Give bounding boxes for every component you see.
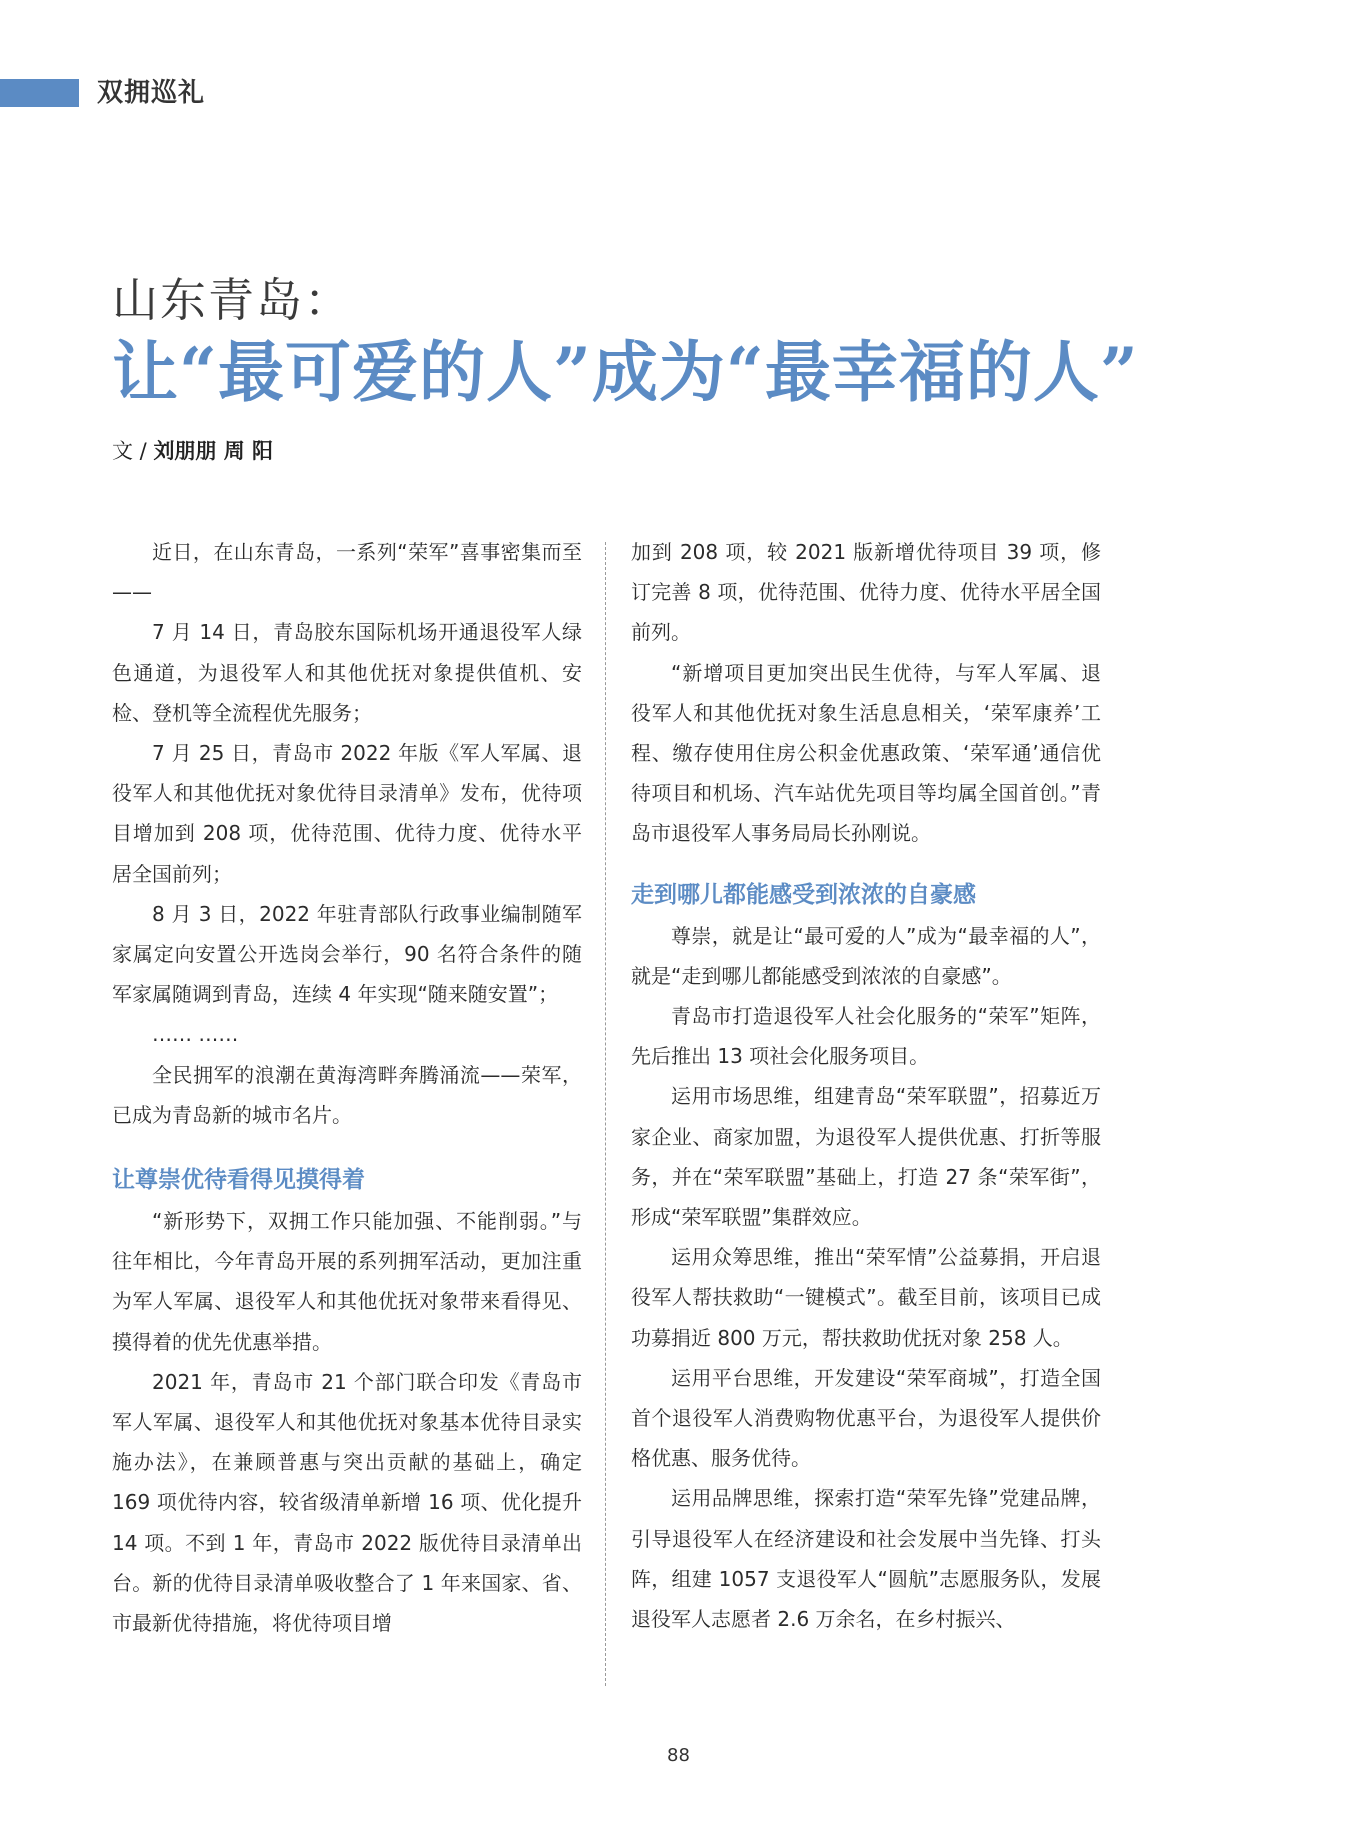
section-heading: 让尊崇优待看得见摸得着 — [112, 1167, 365, 1194]
body-paragraph: 尊崇，就是让“最可爱的人”成为“最幸福的人”，就是“走到哪儿都能感受到浓浓的自豪感”。 — [631, 923, 1101, 988]
body-paragraph: 7 月 25 日，青岛市 2022 年版《军人军属、退役军人和其他优抚对象优待目录清单》发布，优待项目增加到 208 项，优待范围、优待力度、优待水平居全国前列； — [112, 741, 582, 886]
section-color-bar — [0, 79, 79, 107]
body-paragraph: “新增项目更加突出民生优待，与军人军属、退役军人和其他优抚对象生活息息相关，‘荣军康养’工程、缴存使用住房公积金优惠政策、‘荣军通’通信优待项目和机场、汽车站优先项目等均属全国首创。”青岛市退役军人事务局局长孙刚说。 — [631, 660, 1101, 846]
page-number: 88 — [667, 1745, 690, 1766]
body-paragraph: 运用平台思维，开发建设“荣军商城”，打造全国首个退役军人消费购物优惠平台，为退役军人提供价格优惠、服务优待。 — [631, 1365, 1101, 1471]
body-paragraph: 加到 208 项，较 2021 版新增优待项目 39 项，修订完善 8 项，优待范围、优待力度、优待水平居全国前列。 — [631, 540, 1101, 645]
body-paragraph: “新形势下，双拥工作只能加强、不能削弱。”与往年相比，今年青岛开展的系列拥军活动，更加注重为军人军属、退役军人和其他优抚对象带来看得见、摸得着的优先优惠举措。 — [112, 1209, 582, 1354]
byline-prefix: 文 / — [112, 439, 154, 463]
article-title-main: 让“最可爱的人”成为“最幸福的人” — [112, 333, 1139, 411]
body-paragraph: 运用众筹思维，推出“荣军情”公益募捐，开启退役军人帮扶救助“一键模式”。截至目前，该项目已成功募捐近 800 万元，帮扶救助优抚对象 258 人。 — [631, 1245, 1101, 1350]
body-paragraph: 2021 年，青岛市 21 个部门联合印发《青岛市军人军属、退役军人和其他优抚对象基本优待目录实施办法》，在兼顾普惠与突出贡献的基础上，确定 169 项优待内容，较省级清单新增 16 项、优化提升 14 项。不到 1 年，青岛市 2022 版优待目录清单出台。新的优待目录清单吸收整合了 1 年来国家、省、市最新优待措施，将优待项目增 — [112, 1369, 582, 1636]
body-paragraph: 7 月 14 日，青岛胶东国际机场开通退役军人绿色通道，为退役军人和其他优抚对象提供值机、安检、登机等全流程优先服务； — [112, 620, 582, 725]
byline — [112, 436, 273, 466]
right-column — [631, 532, 1101, 1639]
body-paragraph: 近日，在山东青岛，一系列“荣军”喜事密集而至—— — [112, 540, 582, 605]
section-label: 双拥巡礼 — [97, 78, 206, 108]
body-paragraph: 运用品牌思维，探索打造“荣军先锋”党建品牌，引导退役军人在经济建设和社会发展中当先锋、打头阵，组建 1057 支退役军人“圆航”志愿服务队，发展退役军人志愿者 2.6 万余名，在乡村振兴、 — [631, 1486, 1101, 1632]
column-divider — [605, 542, 606, 1686]
section-heading: 走到哪儿都能感受到浓浓的自豪感 — [631, 881, 976, 908]
article-title-location: 山东青岛： — [112, 273, 352, 327]
left-column — [112, 532, 582, 1643]
body-paragraph: 青岛市打造退役军人社会化服务的“荣军”矩阵，先后推出 13 项社会化服务项目。 — [631, 1004, 1101, 1069]
body-paragraph: 全民拥军的浪潮在黄海湾畔奔腾涌流——荣军，已成为青岛新的城市名片。 — [112, 1062, 582, 1127]
body-paragraph: 运用市场思维，组建青岛“荣军联盟”，招募近万家企业、商家加盟，为退役军人提供优惠、打折等服务，并在“荣军联盟”基础上，打造 27 条“荣军街”，形成“荣军联盟”集群效应。 — [631, 1084, 1101, 1230]
body-paragraph: 8 月 3 日，2022 年驻青部队行政事业编制随军家属定向安置公开选岗会举行，90 名符合条件的随军家属随调到青岛，连续 4 年实现“随来随安置”； — [112, 901, 582, 1007]
body-paragraph: …… …… — [152, 1022, 239, 1047]
byline-authors: 刘朋朋 周 阳 — [153, 439, 274, 463]
